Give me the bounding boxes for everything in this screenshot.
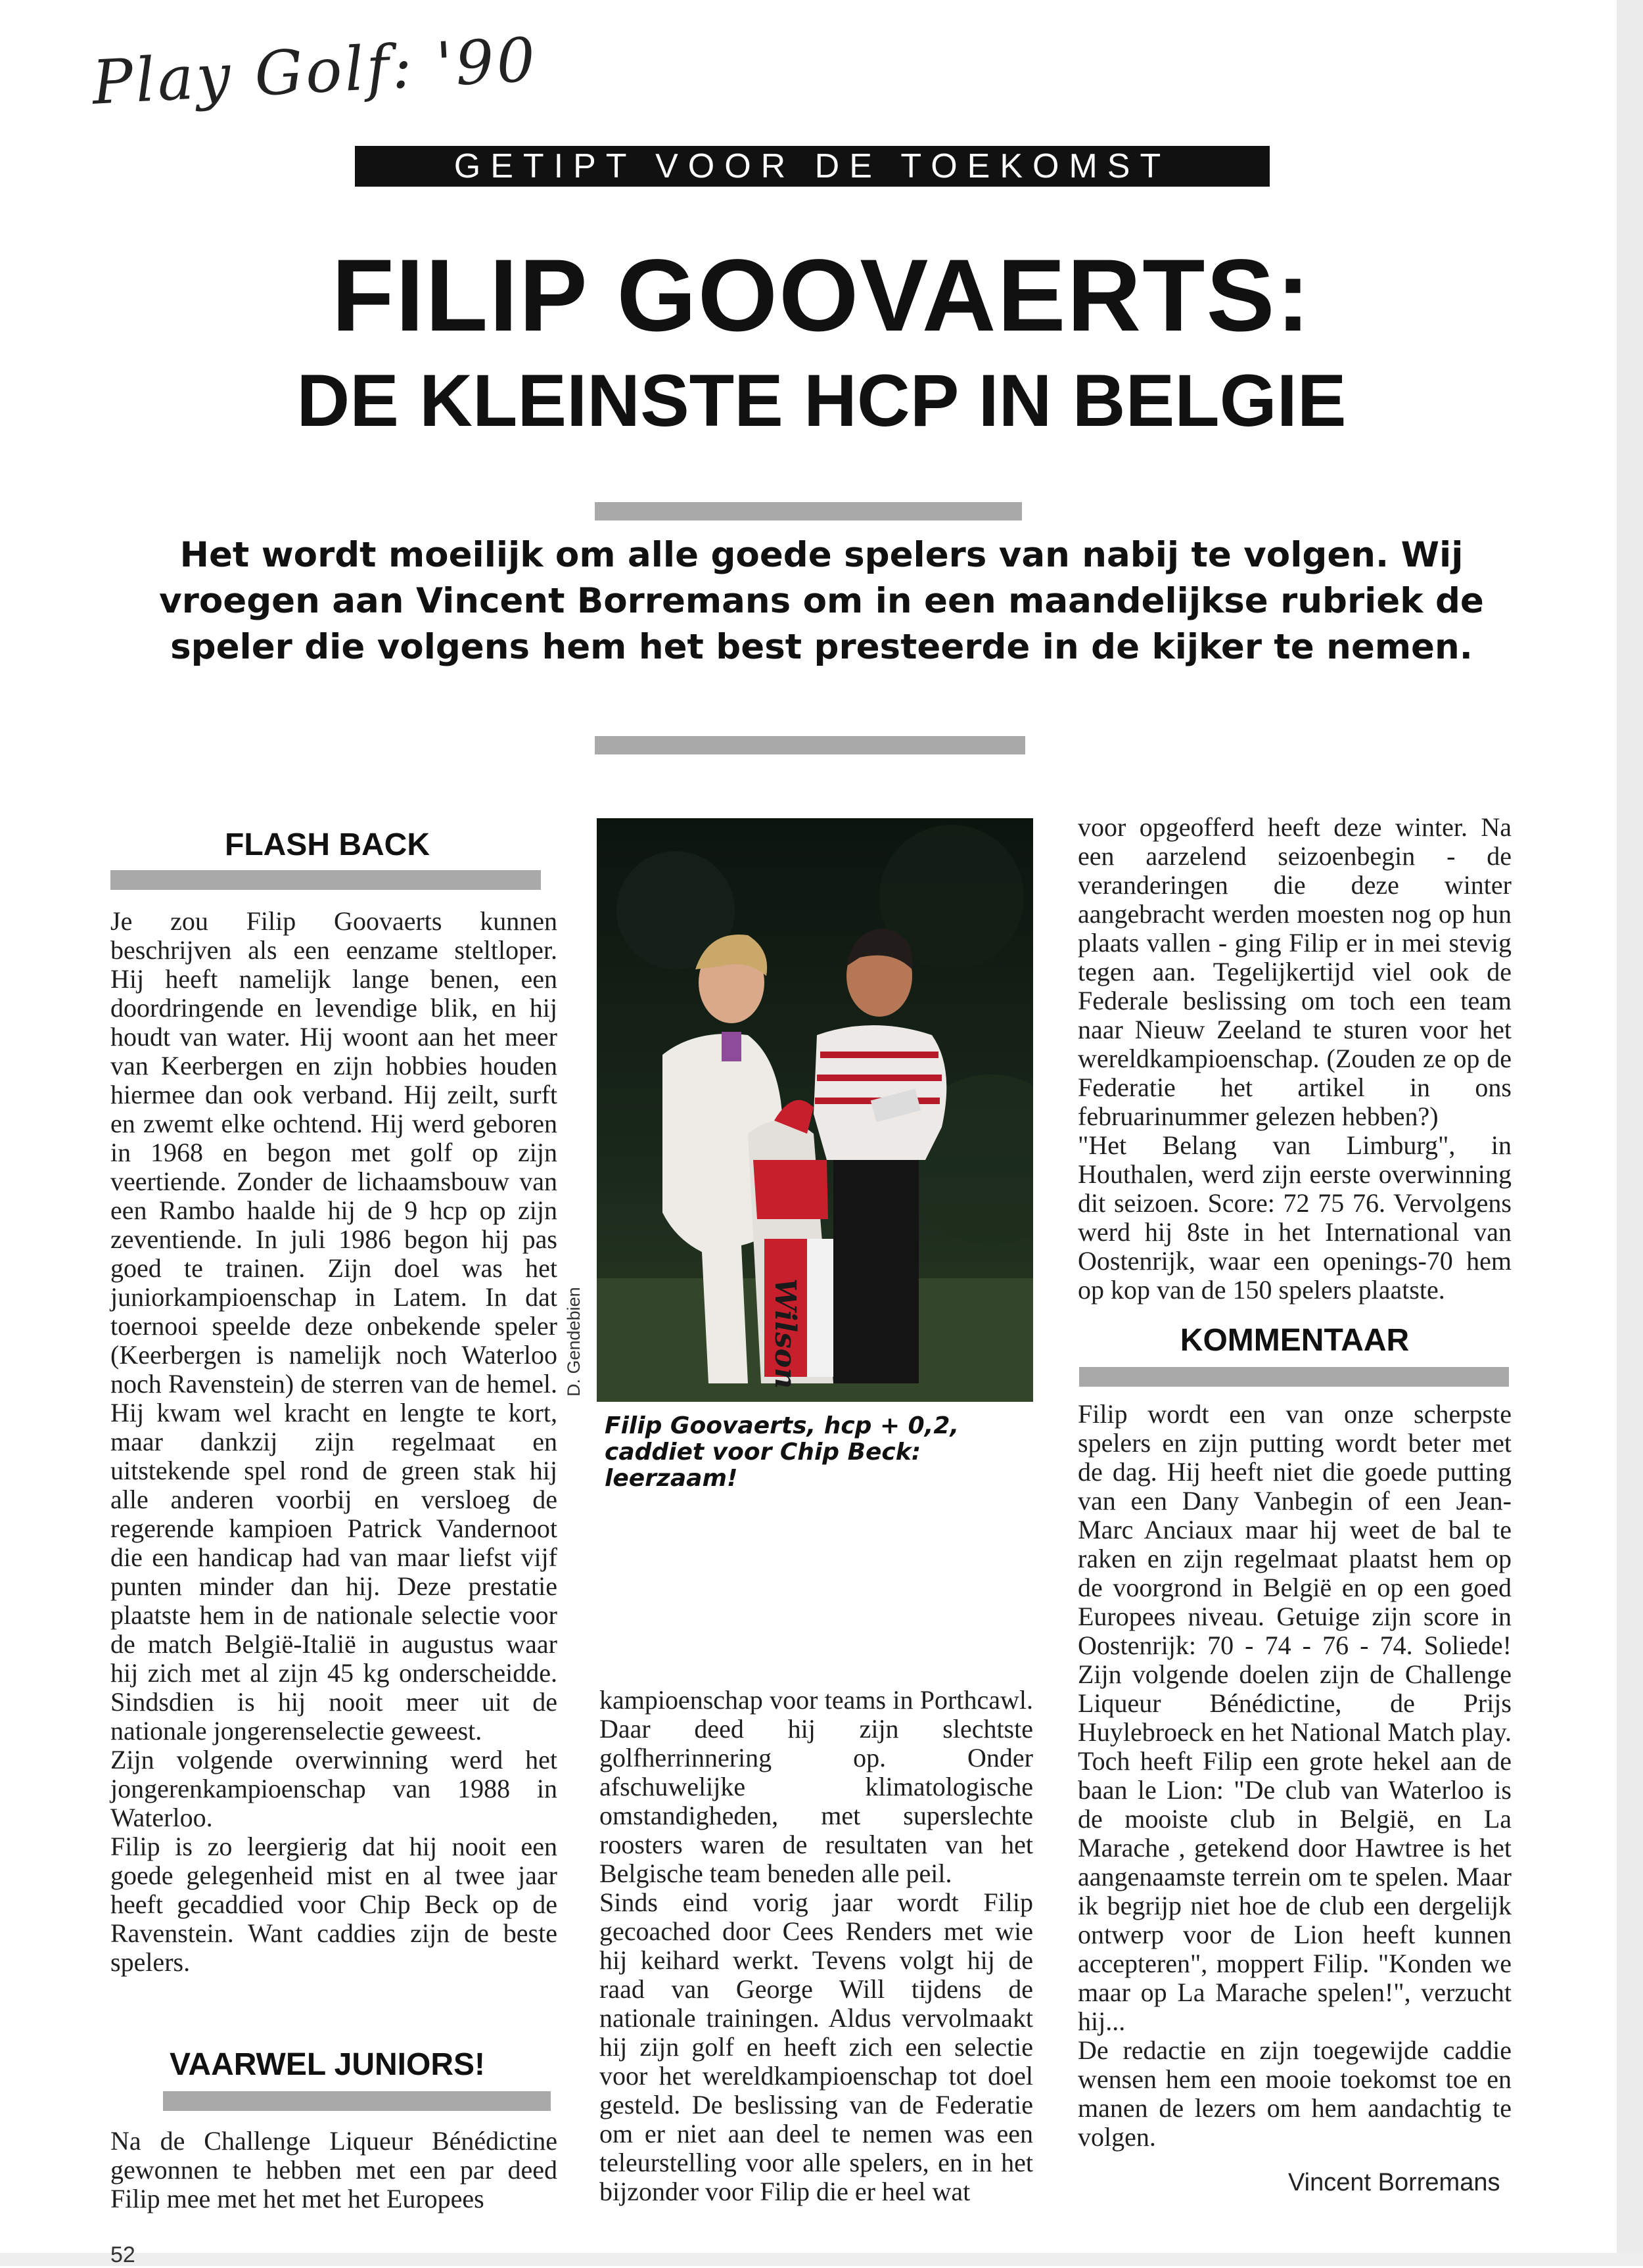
photo-credit: D. Gendebien (564, 1287, 584, 1397)
heading-kommentaar: KOMMENTAAR (1180, 1323, 1410, 1358)
author-byline: Vincent Borremans (1288, 2169, 1500, 2196)
left-paragraph-2: Zijn volgende overwinning werd het jongerenkampioenschap van 1988 in Waterloo. (110, 1745, 557, 1832)
article-photo (597, 818, 1033, 1402)
section-kicker: GETIPT VOOR DE TOEKOMST (355, 146, 1270, 187)
article-subtitle: DE KLEINSTE HCP IN BELGIE (296, 359, 1347, 442)
kommentaar-rule (1079, 1367, 1509, 1387)
handwritten-note: Play Golf: '90 (90, 24, 540, 118)
right-paragraph-4: De redactie en zijn toegewijde caddie wensen hem een mooie toekomst toe en manen de lezers om hem aandachtig te volgen. (1078, 2035, 1512, 2152)
intro-bottom-rule (595, 736, 1025, 754)
heading-vaarwel-juniors: VAARWEL JUNIORS! (169, 2047, 486, 2082)
middle-column (599, 1686, 1033, 2206)
intro-top-rule (595, 502, 1022, 521)
left-paragraph-4: Na de Challenge Liqueur Bénédictine gewonnen te hebben met een par deed Filip mee met het met het Europees (110, 2126, 557, 2213)
article-title: FILIP GOOVAERTS: (331, 239, 1312, 353)
heading-flash-back: FLASH BACK (225, 827, 430, 862)
photo-golfer-and-caddie (597, 818, 1033, 1402)
left-column (110, 907, 557, 1977)
middle-paragraph-1: kampioenschap voor teams in Porthcawl. Daar deed hij zijn slechtste golfherrinnering op. Onder afschuwelijke klimatologische omstandigheden, met superslechte roosters waren de resultaten van het Belgische team beneden alle peil. (599, 1685, 1033, 1888)
golf-bag-brand-text: Wilson (768, 1278, 802, 1389)
middle-paragraph-2: Sinds eind vorig jaar wordt Filip gecoached door Cees Renders met wie hij keihard werkt. Tevens volgt hij de raad van George Will tijdens de nationale trainingen. Aldus vervolmaakt hij zijn golf en heeft zich een selectie voor het wereldkampioenschap tot doel gesteld. De beslissing van de Federatie om er niet aan deel te nemen was een teleurstelling voor alle spelers, en in het bijzonder voor Filip die er heel wat (599, 1887, 1033, 2206)
photo-caption: Filip Goovaerts, hcp + 0,2, caddiet voor Chip Beck: leerzaam! (605, 1412, 960, 1492)
right-paragraph-1: voor opgeofferd heeft deze winter. Na een aarzelend seizoenbegin - de veranderingen die deze winter aangebracht werden moesten nog op hun plaats vallen - ging Filip er in mei stevig tegen aan. Tegelijkertijd viel ook de Federale beslissing om toch een team naar Nieuw Zeeland te sturen voor het wereldkampioenschap. (Zouden ze op de Federatie het artikel in ons februarinummer gelezen hebben?) (1078, 812, 1512, 1131)
flash-back-rule (110, 870, 541, 890)
left-paragraph-3: Filip is zo leergierig dat hij nooit een goede gelegenheid mist en al twee jaar heeft gecaddied voor Chip Beck op de Ravenstein. Want caddies zijn de beste spelers. (110, 1832, 557, 1977)
page-number: 52 (110, 2242, 135, 2267)
scan-bottom-edge (0, 2253, 1643, 2266)
vaarwel-juniors-rule (163, 2091, 551, 2111)
right-paragraph-2: "Het Belang van Limburg", in Houthalen, werd zijn eerste overwinning dit seizoen. Score: 72 75 76. Vervolgens werd hij 8ste in het International van Oostenrijk, waar een openings-70 hem op kop van de 150 spelers plaatste. (1078, 1130, 1512, 1305)
article-intro: Het wordt moeilijk om alle goede spelers van nabij te volgen. Wij vroegen aan Vincent Borremans om in een maandelijkse rubriek de speler die volgens hem het best presteerde in de kijker te nemen. (159, 535, 1484, 667)
right-column-bottom (1078, 1400, 1512, 2152)
left-column-bottom (110, 2127, 557, 2213)
left-paragraph-1: Je zou Filip Goovaerts kunnen beschrijven als een eenzame steltloper. Hij heeft namelijk lange benen, een doordringende en levendige blik, en hij houdt van water. Hij woont aan het meer van Keerbergen en zijn hobbies houden hiermee dan ook verband. Hij zeilt, surft en zwemt elke ochtend. Hij werd geboren in 1968 en begon met golf op zijn veertiende. Zonder de lichaamsbouw van een Rambo haalde hij de 9 hcp op zijn zeventiende. In juli 1986 begon hij pas goed te trainen. Zijn doel was het juniorkampioenschap in Latem. In dat toernooi speelde deze onbekende speler (Keerbergen is namelijk noch Waterloo noch Ravenstein) de sterren van de hemel. Hij kwam wel kracht en lengte te kort, maar dankzij zijn regelmaat en uitstekende spel rond de green stak hij alle anderen voorbij en versloeg de regerende kampioen Patrick Vandernoot die een handicap had van maar liefst vijf punten minder dan hij. Deze prestatie plaatste hem in de nationale selectie voor de match België-Italië in augustus waar hij zich met al zijn 45 kg onderscheidde. Sindsdien is hij nooit meer uit de nationale jongerenselectie geweest. (110, 906, 557, 1746)
right-column-top (1078, 813, 1512, 1305)
right-paragraph-3: Filip wordt een van onze scherpste spelers en zijn putting wordt beter met de dag. Hij heeft niet die goede putting van een Dany Vanbegin of een Jean-Marc Anciaux maar hij weet de bal te raken en zijn regelmaat plaatst hem op de voorgrond in België en op een goed Europees niveau. Getuige zijn score in Oostenrijk: 70 - 74 - 76 - 74. Soliede! Zijn volgende doelen zijn de Challenge Liqueur Bénédictine, de Prijs Huylebroeck en het National Match play. Toch heeft Filip een grote hekel aan de baan le Lion: "De club van Waterloo is de mooiste club in België, en La Marache , getekend door Hawtree is het aangenaamste terrein om te spelen. Maar ik begrijp niet hoe de club een dergelijk ontwerp voor de Lion heeft kunnen accepteren", moppert Filip. "Konden we maar op La Marache spelen!", verzucht hij... (1078, 1399, 1512, 2036)
